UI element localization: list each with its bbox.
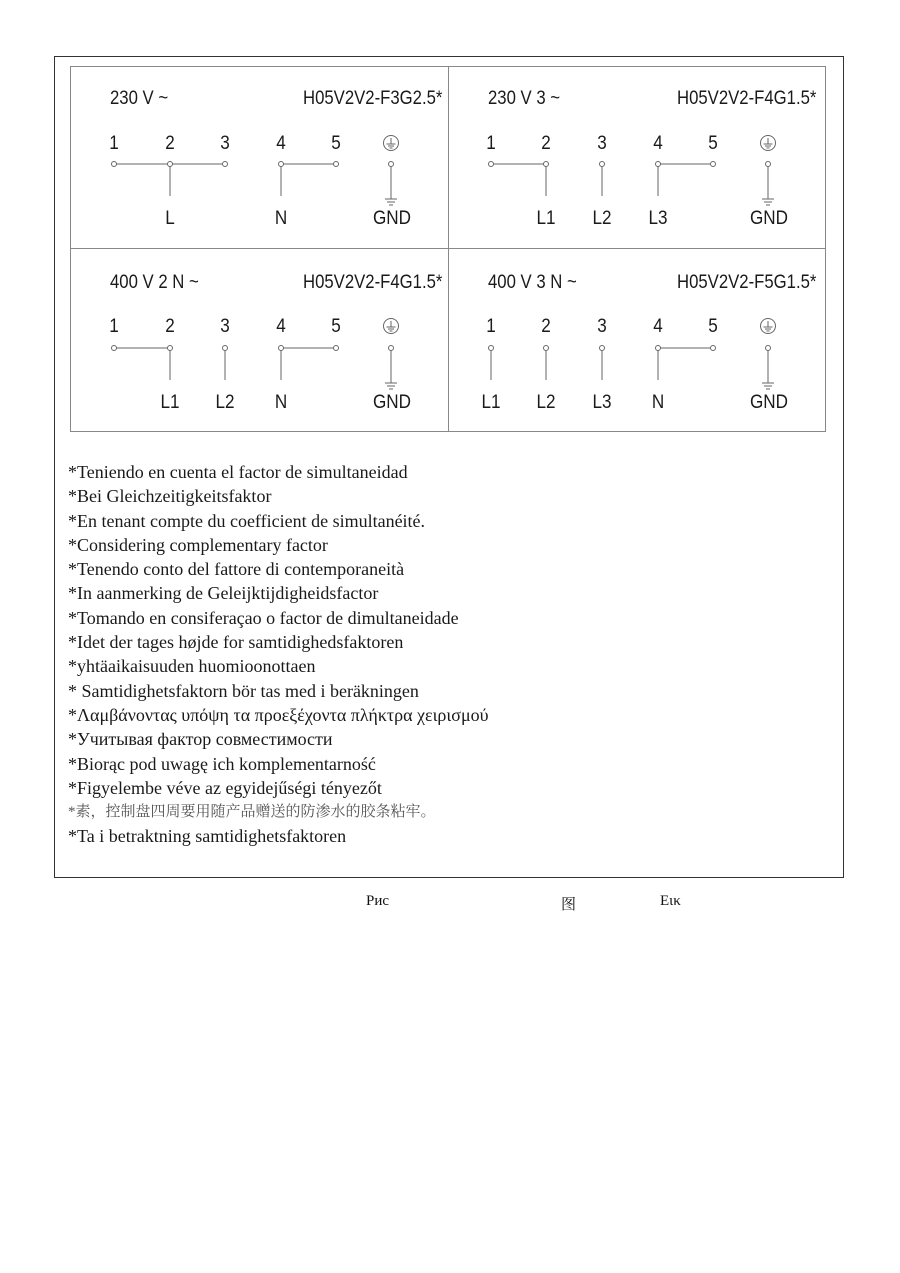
panel-voltage: 400 V 3 N ~ <box>488 272 577 293</box>
panel-cable: H05V2V2-F3G2.5* <box>302 88 442 109</box>
terminal-label: 4 <box>653 133 663 154</box>
terminal-label: 2 <box>165 316 175 337</box>
line-label: L2 <box>592 208 612 229</box>
terminal-label: 3 <box>220 133 230 154</box>
terminal-label: 2 <box>541 133 551 154</box>
terminal-label: 1 <box>109 316 119 337</box>
terminal-label: 1 <box>109 133 119 154</box>
footnote-de: *Bei Gleichzeitigkeitsfaktor <box>68 486 272 507</box>
terminal-label: 2 <box>541 316 551 337</box>
footnote-fr: *En tenant compte du coefficient de simultanéité. <box>68 510 426 531</box>
footnote-pt: *Tomando en consiferaçao o factor de dimultaneidade <box>68 607 459 628</box>
terminal-label: 4 <box>276 133 286 154</box>
footnote-it: *Tenendo conto del fattore di contemporaneità <box>68 559 405 580</box>
line-label: L3 <box>592 392 612 413</box>
line-label: GND <box>750 392 789 413</box>
line-label: N <box>274 208 288 229</box>
terminal-label: 3 <box>597 133 607 154</box>
terminal-label: 1 <box>486 133 496 154</box>
caption-ru: Рис <box>366 893 390 909</box>
terminal-label: 4 <box>276 316 286 337</box>
line-label: L2 <box>536 392 556 413</box>
terminal-label: 1 <box>486 316 496 337</box>
terminal-label: 5 <box>331 133 341 154</box>
grid-horizontal-divider <box>70 248 826 249</box>
caption-zh: 图 <box>561 897 577 913</box>
footnote-hu: *Figyelembe véve az egyidejűségi tényezőt <box>68 777 382 798</box>
footnote-zh: *素，控制盘四周要用随产品赠送的防渗水的胶条粘牢。 <box>68 804 436 821</box>
footnote-fi: *yhtäaikaisuuden huomioonottaen <box>68 656 316 677</box>
panel-voltage: 230 V 3 ~ <box>488 88 561 109</box>
footnote-nl: *In aanmerking de Geleijktijdigheidsfactor <box>68 583 379 604</box>
terminal-label: 3 <box>220 316 230 337</box>
grid-vertical-divider <box>448 66 449 432</box>
line-label: L3 <box>648 208 668 229</box>
line-label: L1 <box>536 208 556 229</box>
line-label: L2 <box>215 392 235 413</box>
footnote-es: *Teniendo en cuenta el factor de simultaneidad <box>68 462 408 482</box>
terminal-label: 5 <box>708 316 718 337</box>
footnote-en: *Considering complementary factor <box>68 534 328 555</box>
line-label: L <box>165 208 175 229</box>
terminal-label: 5 <box>331 316 341 337</box>
footnote-pl: *Biorąc pod uwagę ich komplementarność <box>68 753 376 774</box>
line-label: GND <box>373 208 412 229</box>
line-label: GND <box>373 392 412 413</box>
footnote-sv: * Samtidighetsfaktorn bör tas med i beräkningen <box>68 680 419 701</box>
footnotes <box>68 460 828 849</box>
terminal-label: 4 <box>653 316 663 337</box>
terminal-label: 2 <box>165 133 175 154</box>
terminal-label: 5 <box>708 133 718 154</box>
terminal-label: 3 <box>597 316 607 337</box>
panel-voltage: 230 V ~ <box>110 88 169 109</box>
footnote-ru: *Учитывая фактор совместимости <box>68 729 333 750</box>
footnote-el: *Λαμβάνοντας υπόψη τα προεξέχοντα πλήκτρα χειρισμού <box>68 704 489 725</box>
line-label: N <box>274 392 288 413</box>
panel-cable: H05V2V2-F4G1.5* <box>302 272 442 293</box>
panel-voltage: 400 V 2 N ~ <box>110 272 199 293</box>
line-label: L1 <box>160 392 180 413</box>
panel-cable: H05V2V2-F4G1.5* <box>676 88 816 109</box>
line-label: N <box>651 392 665 413</box>
line-label: L1 <box>481 392 501 413</box>
footnote-no: *Ta i betraktning samtidighetsfaktoren <box>68 826 347 847</box>
panel-cable: H05V2V2-F5G1.5* <box>676 272 816 293</box>
footnote-da: *Idet der tages højde for samtidighedsfaktoren <box>68 632 404 653</box>
line-label: GND <box>750 208 789 229</box>
caption-el: Εικ <box>660 893 681 909</box>
